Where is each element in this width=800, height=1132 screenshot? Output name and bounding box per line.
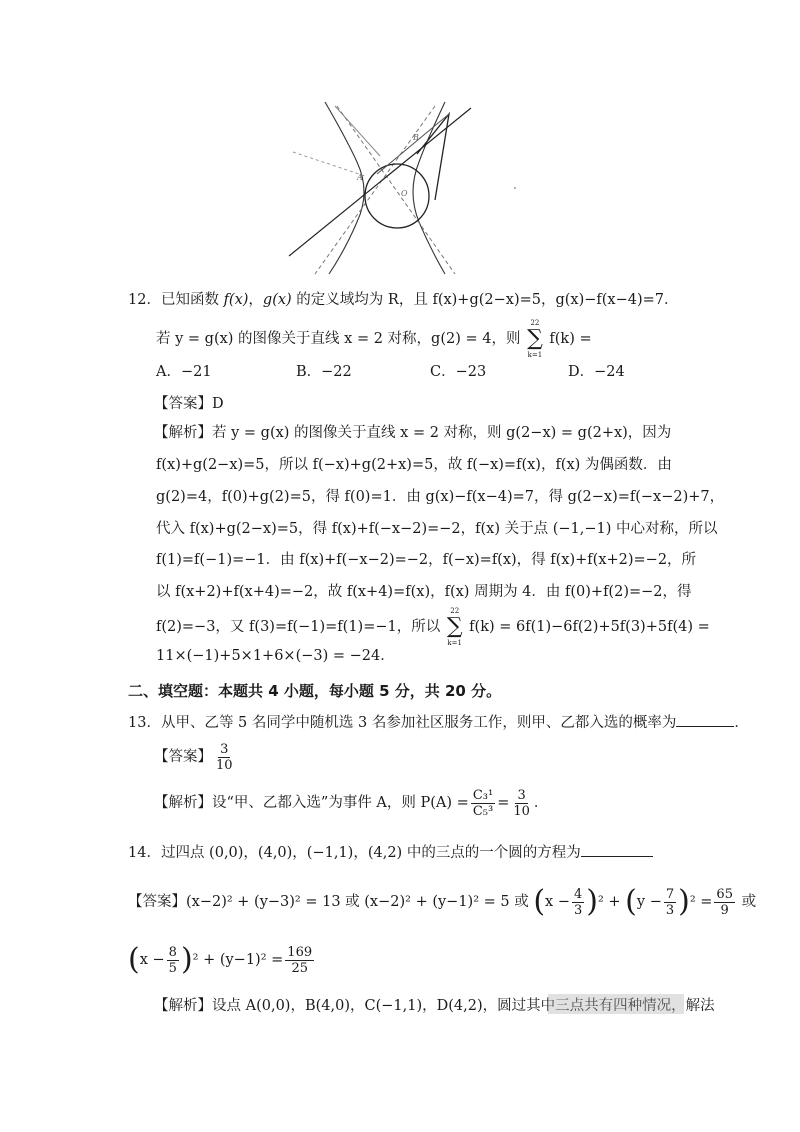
q14-eq3-f1-den: 3 (573, 902, 583, 918)
q14-eq3-f2-num: 7 (665, 886, 675, 902)
q12-sum (527, 318, 543, 360)
q13-answer (154, 738, 237, 776)
q14-eq1: (x−2)² + (y−3)² = 13 或 (x−2)² + (y−1)² = 5 或 (186, 894, 529, 910)
q14-solution: 【解析】设点 A(0,0)，B(4,0)，C(−1,1)，D(4,2)，圆过其中三点共有四种情况，解法 (154, 998, 715, 1014)
label-b: B (413, 133, 419, 142)
q13-tail: ． (734, 715, 749, 731)
q14-eq3-frac3 (714, 887, 735, 918)
hyperbola-right-branch (413, 102, 445, 274)
q12-analysis-7 (156, 606, 710, 648)
q12-option-b: B．−22 (296, 364, 352, 380)
q12-line1 (128, 290, 679, 310)
q13-sol-a: 【解析】设“甲、乙都入选”为事件 A，则 P(A) = (154, 795, 469, 811)
q12-analysis-3: g(2)=4，f(0)+g(2)=5，得 f(0)=1．由 g(x)−f(x−4)=7，得 g(2−x)=f(−x−2)+7， (156, 489, 725, 505)
q14-answer-line1 (128, 880, 756, 924)
q12-analysis-5: f(1)=f(−1)=−1．由 f(x)+f(−x−2)=−2，f(−x)=f(x)，得 f(x)+f(x+2)=−2，所 (156, 552, 697, 568)
secant-line (289, 108, 471, 256)
q13-sol-frac1 (471, 788, 495, 819)
q13-sol-frac2 (511, 788, 532, 819)
q14-text (128, 842, 653, 863)
q12-a7-b: f(k) = 6f(1)−6f(2)+5f(3)+5f(4) = (464, 619, 710, 635)
q12-sum-sym: ∑ (527, 326, 543, 351)
q14-eq4-frac1 (167, 945, 179, 976)
q14-eq3-f1-num: 4 (573, 886, 583, 902)
q14-eq4-f2-num: 169 (287, 944, 313, 960)
q13-ans-den: 10 (216, 757, 233, 773)
q14-eq3-f3-num: 65 (716, 886, 733, 902)
q12-analysis-4: 代入 f(x)+g(2−x)=5，得 f(x)+f(−x−2)=−2，f(x) 关于点 (−1,−1) 中心对称，所以 (156, 521, 718, 537)
q12-a7-a: f(2)=−3，又 f(3)=f(−1)=f(1)=−1，所以 (156, 619, 445, 635)
q13-sol-eq: = (497, 795, 510, 811)
q12-a7-sum-top: 22 (450, 607, 460, 615)
hyperbola-left-branch (325, 102, 364, 274)
q12-l1-d: g(x) (262, 292, 292, 308)
q14-eq4-b: ² + (y−1)² = (192, 952, 284, 968)
q12-l1-a: 12．已知函数 (128, 292, 224, 308)
section-heading: 二、填空题：本题共 4 小题，每小题 5 分，共 20 分。 (128, 682, 502, 700)
q12-sum-top: 22 (530, 319, 540, 327)
q14-eq4-frac2 (285, 945, 314, 976)
q13-answer-label: 【答案】 (154, 749, 212, 765)
q14-paren-close-3: ) (180, 942, 193, 977)
q14-eq4-f1-num: 8 (168, 944, 177, 960)
q12-analysis-8: 11×(−1)+5×1+6×(−3) = −24． (156, 648, 395, 664)
q12-l2-a: 若 y = g(x) 的图像关于直线 x = 2 对称，g(2) = 4，则 (156, 331, 526, 347)
q12-sum-bot: k=1 (527, 351, 543, 359)
q14-answer-label: 【答案】 (128, 894, 186, 910)
q14-eq3-c: y − (636, 894, 662, 910)
q12-option-c: C．−23 (430, 364, 487, 380)
q12-a7-sum-sym: ∑ (446, 614, 463, 639)
label-a: A (357, 173, 363, 182)
tangent-segment (377, 114, 449, 174)
q14-eq3-or: 或 (736, 894, 757, 910)
q14-eq3-f2-den: 3 (665, 902, 675, 918)
q14-stem: 14．过四点 (0,0)，(4,0)，(−1,1)，(4,2) 中的三点的一个圆的方程为 (128, 845, 581, 861)
q12-analysis-1: 【解析】若 y = g(x) 的图像关于直线 x = 2 对称，则 g(2−x) = g(2+x)，因为 (154, 425, 672, 441)
q14-eq3-frac1 (572, 887, 584, 918)
q12-answer: 【答案】D (154, 396, 224, 412)
q13-solution (154, 784, 548, 822)
q14-eq3-d: ² = (689, 894, 713, 910)
q13-sol-frac2-den: 10 (513, 803, 530, 819)
q12-l1-e: 的定义域均为 R，且 f(x)+g(2−x)=5，g(x)−f(x−4)=7． (291, 292, 679, 308)
stray-dot (514, 187, 516, 189)
q14-eq3-a: x − (545, 894, 570, 910)
label-o: O (401, 189, 408, 198)
q12-a7-sum (447, 606, 463, 648)
q12-l2-b: f(k) = (544, 331, 592, 347)
q14-blank (581, 842, 653, 857)
q13-text (128, 712, 749, 733)
q14-eq3-f3-den: 9 (720, 902, 729, 918)
q12-analysis-2: f(x)+g(2−x)=5，所以 f(−x)+g(2+x)=5，故 f(−x)=f(x)，f(x) 为偶函数．由 (156, 457, 672, 473)
asymptote-1 (337, 106, 455, 274)
q14-paren-open-2: ( (625, 884, 637, 919)
q13-sol-tail: ． (533, 795, 549, 811)
q14-paren-open-1: ( (533, 884, 546, 919)
geometry-figure (285, 100, 525, 278)
q14-eq4-f2-den: 25 (291, 960, 308, 976)
q12-a7-sum-bot: k=1 (447, 639, 462, 647)
q13-stem: 13．从甲、乙等 5 名同学中随机选 3 名参加社区服务工作，则甲、乙都入选的概率为 (128, 715, 677, 731)
watermark-overlay (548, 994, 684, 1014)
q12-option-d: D．−24 (568, 364, 625, 380)
q12-option-a: A．−21 (156, 364, 212, 380)
q13-answer-frac (214, 742, 235, 773)
q13-sol-frac1-den: C₅³ (472, 803, 494, 819)
asymptote-2 (315, 106, 435, 274)
q14-eq4-f1-den: 5 (168, 960, 177, 976)
q14-eq3-b: ² + (597, 894, 621, 910)
q14-answer-line2 (128, 938, 316, 982)
q12-l1-b: f(x) (223, 292, 249, 308)
q13-blank (676, 712, 734, 727)
q13-sol-frac2-num: 3 (517, 787, 526, 803)
q14-paren-close-1: ) (586, 884, 598, 919)
q14-paren-open-3: ( (128, 942, 140, 977)
q12-l1-c: ， (248, 292, 263, 308)
q14-eq3-frac2 (664, 887, 676, 918)
q12-analysis-6: 以 f(x+2)+f(x+4)=−2，故 f(x+4)=f(x)，f(x) 周期为 4．由 f(0)+f(2)=−2，得 (156, 584, 692, 600)
q13-ans-num: 3 (220, 741, 229, 757)
q14-eq4-a: x − (139, 952, 165, 968)
q14-paren-close-2: ) (678, 884, 690, 919)
center-circle (365, 164, 429, 228)
q13-sol-frac1-num: C₃¹ (472, 787, 494, 803)
q12-line2 (156, 318, 592, 360)
